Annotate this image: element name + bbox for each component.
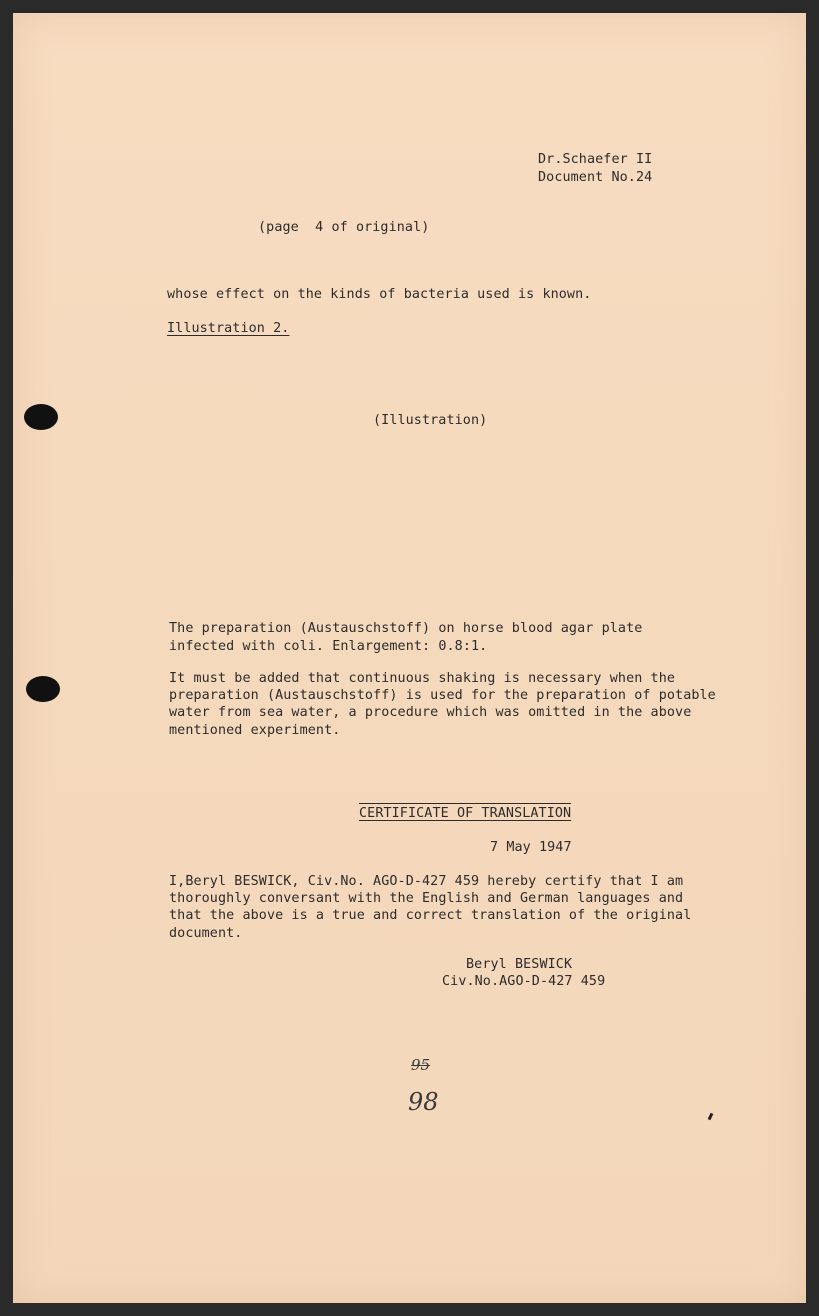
illustration-placeholder: (Illustration) bbox=[373, 413, 488, 428]
punch-hole-upper bbox=[24, 404, 58, 430]
signature-name: Beryl BESWICK bbox=[466, 957, 573, 972]
note-line-2: preparation (Austauschstoff) is used for the preparation of potable bbox=[169, 688, 716, 703]
document-reference-line2: Document No.24 bbox=[538, 170, 653, 185]
note-line-1: It must be added that continuous shaking is necessary when the bbox=[169, 671, 676, 686]
continuation-text: whose effect on the kinds of bacteria used is known. bbox=[167, 287, 592, 302]
certificate-title: CERTIFICATE OF TRANSLATION bbox=[359, 803, 571, 823]
note-line-4: mentioned experiment. bbox=[169, 723, 341, 738]
caption-line-1: The preparation (Austauschstoff) on horse blood agar plate bbox=[169, 621, 643, 636]
punch-hole-lower bbox=[26, 676, 60, 702]
document-reference-line1: Dr.Schaefer II bbox=[538, 152, 653, 167]
original-page-note: (page 4 of original) bbox=[258, 220, 430, 235]
certificate-line-1: I,Beryl BESWICK, Civ.No. AGO-D-427 459 hereby certify that I am bbox=[169, 874, 684, 889]
certificate-line-4: document. bbox=[169, 926, 243, 941]
note-line-3: water from sea water, a procedure which was omitted in the above bbox=[169, 705, 692, 720]
certificate-line-3: that the above is a true and correct translation of the original bbox=[169, 908, 692, 923]
illustration-heading: Illustration 2. bbox=[167, 321, 290, 336]
handwritten-page-number: 98 bbox=[408, 1088, 439, 1116]
caption-line-2: infected with coli. Enlargement: 0.8:1. bbox=[169, 639, 488, 654]
certificate-date: 7 May 1947 bbox=[490, 840, 572, 855]
struck-page-number: 95 bbox=[411, 1056, 431, 1074]
signature-civ-number: Civ.No.AGO-D-427 459 bbox=[442, 974, 606, 989]
certificate-line-2: thoroughly conversant with the English and German languages and bbox=[169, 891, 684, 906]
